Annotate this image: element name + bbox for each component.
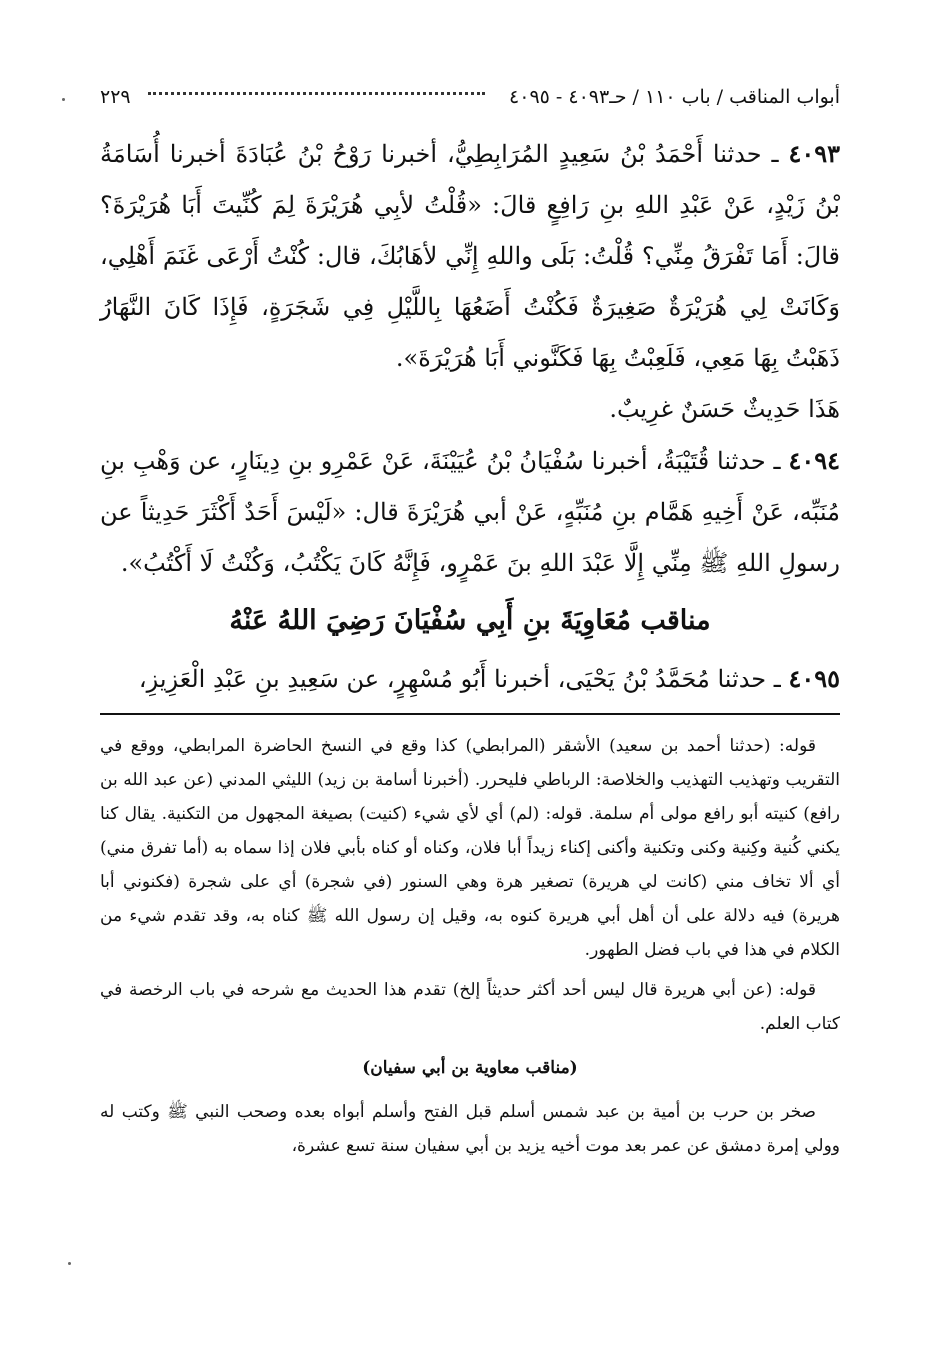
scan-speck xyxy=(68,1262,71,1265)
commentary xyxy=(100,729,840,1163)
hadith-number: ٤٠٩٣ xyxy=(788,139,840,168)
dotted-leader xyxy=(148,92,485,95)
hadith-4095 xyxy=(100,653,840,705)
hadith-4094 xyxy=(100,435,840,589)
main-text xyxy=(100,128,840,705)
page-header xyxy=(100,80,840,114)
running-title: أبواب المناقب / باب ١١٠ / حـ٤٠٩٣ - ٤٠٩٥ xyxy=(509,86,840,108)
commentary-closing: صخر بن حرب بن أمية بن عبد شمس أسلم قبل الفتح وأسلم أبواه بعده وصحب النبي ﷺ وكتب له وولي إمرة دمشق عن عمر بعد موت أخيه يزيد بن أبي سفيان سنة تسع عشرة، xyxy=(100,1102,840,1156)
hadith-text: ـ حدثنا مُحَمَّدُ بْنُ يَحْيَى، أخبرنا أَبُو مُسْهِرٍ، عن سَعِيدِ بنِ عَبْدِ الْعَزِيزِ، xyxy=(138,665,781,693)
hadith-number: ٤٠٩٤ xyxy=(788,446,840,475)
commentary-paragraph: قوله: (عن أبي هريرة قال ليس أحد أكثر حديثاً إلخ) تقدم هذا الحديث مع شرحه في باب الرخصة في كتاب العلم. xyxy=(100,980,840,1034)
section-title: مناقب مُعَاوِيَةَ بنِ أَبِي سُفْيَانَ رَضِيَ اللهُ عَنْهُ xyxy=(229,605,711,636)
hadith-grade: هَذَا حَدِيثٌ حَسَنٌ غرِيبٌ. xyxy=(609,395,840,423)
hadith-4093 xyxy=(100,128,840,384)
commentary-subtitle: (مناقب معاوية بن أبي سفيان) xyxy=(362,1058,578,1078)
hadith-number: ٤٠٩٥ xyxy=(788,664,840,693)
page-number: ٢٢٩ xyxy=(100,86,131,108)
hadith-text: ـ حدثنا قُتَيْبَةُ، أخبرنا سُفْيَانُ بْنُ عُيَيْنَةَ، عَنْ عَمْرِو بنِ دِينَارٍ، عن وَهْبِ بنِ مُنَبِّه، عَنْ أَخِيهِ هَمَّام بنِ مُنَبِّهٍ، عَنْ أبي هُرَيْرَةَ قال: «لَيْسَ أَحَدٌ أَكْثَرَ حَدِيثاً عن رسولِ اللهِ ﷺ مِنِّي إِلَّا عَبْدَ اللهِ بنَ عَمْرٍو، فَإِنَّهُ كَانَ يَكْتُبُ، وَكُنْتُ لَا أَكْتُبُ». xyxy=(100,447,840,577)
hadith-text: ـ حدثنا أَحْمَدُ بْنُ سَعِيدٍ المُرَابِطِيُّ، أخبرنا رَوْحُ بْنُ عُبَادَةَ أخبرنا أُسَامَةُ بْنُ زَيْدٍ، عَنْ عَبْدِ اللهِ بنِ رَافِعٍ قالَ: «قُلْتُ لأبِي هُرَيْرَةَ لِمَ كُنِّيتَ أَبَا هُرَيْرَةَ؟ قالَ: أَمَا تَفْرَقُ مِنِّي؟ قُلْتُ: بَلَى واللهِ إِنِّي لأهَابُكَ، قال: كُنْتُ أَرْعَى غَنَمَ أَهْلِي، وَكَانَتْ لِي هُرَيْرَةٌ صَغِيرَةٌ فَكُنْتُ أَضَعُهَا بِاللَّيْلِ فِي شَجَرَةٍ، فَإِذَا كَانَ النَّهَارُ ذَهَبْتُ بِهَا مَعِي، فَلَعِبْتُ بِهَا فَكَنَّوني أَبَا هُرَيْرَةَ». xyxy=(100,140,840,372)
commentary-paragraph: قوله: (حدثنا أحمد بن سعيد) الأشقر (المرابطي) كذا وقع في النسخ الحاضرة المرابطي، ووقع في التقريب وتهذيب التهذيب والخلاصة: الرباطي فليحرر. (أخبرنا أسامة بن زيد) الليثي المدني (عن عبد الله بن رافع) كنيته أبو رافع مولى أم سلمة. قوله: (لم) أي لأي شيء (كنيت) بصيغة المجهول من التكنية. يقال كنا يكني كُنية وكِنية وكنى وتكنية وأكنى إكناء زيداً أبا فلان، وكناه أو كناه بأبي فلان إذا سماه به (أما تفرق مني) أي ألا تخاف مني (كانت لي هريرة) تصغير هرة وهي السنور (في شجرة) أي على شجرة (فكنوني أبا هريرة) فيه دلالة على أن أهل أبي هريرة كنوه به، وقيل إن رسول الله ﷺ كناه به، وقد تقدم شيء من الكلام في هذا في باب فضل الطهور. xyxy=(100,736,840,960)
book-page xyxy=(100,80,840,1169)
footnote-divider xyxy=(100,713,840,715)
scan-speck xyxy=(62,98,65,101)
